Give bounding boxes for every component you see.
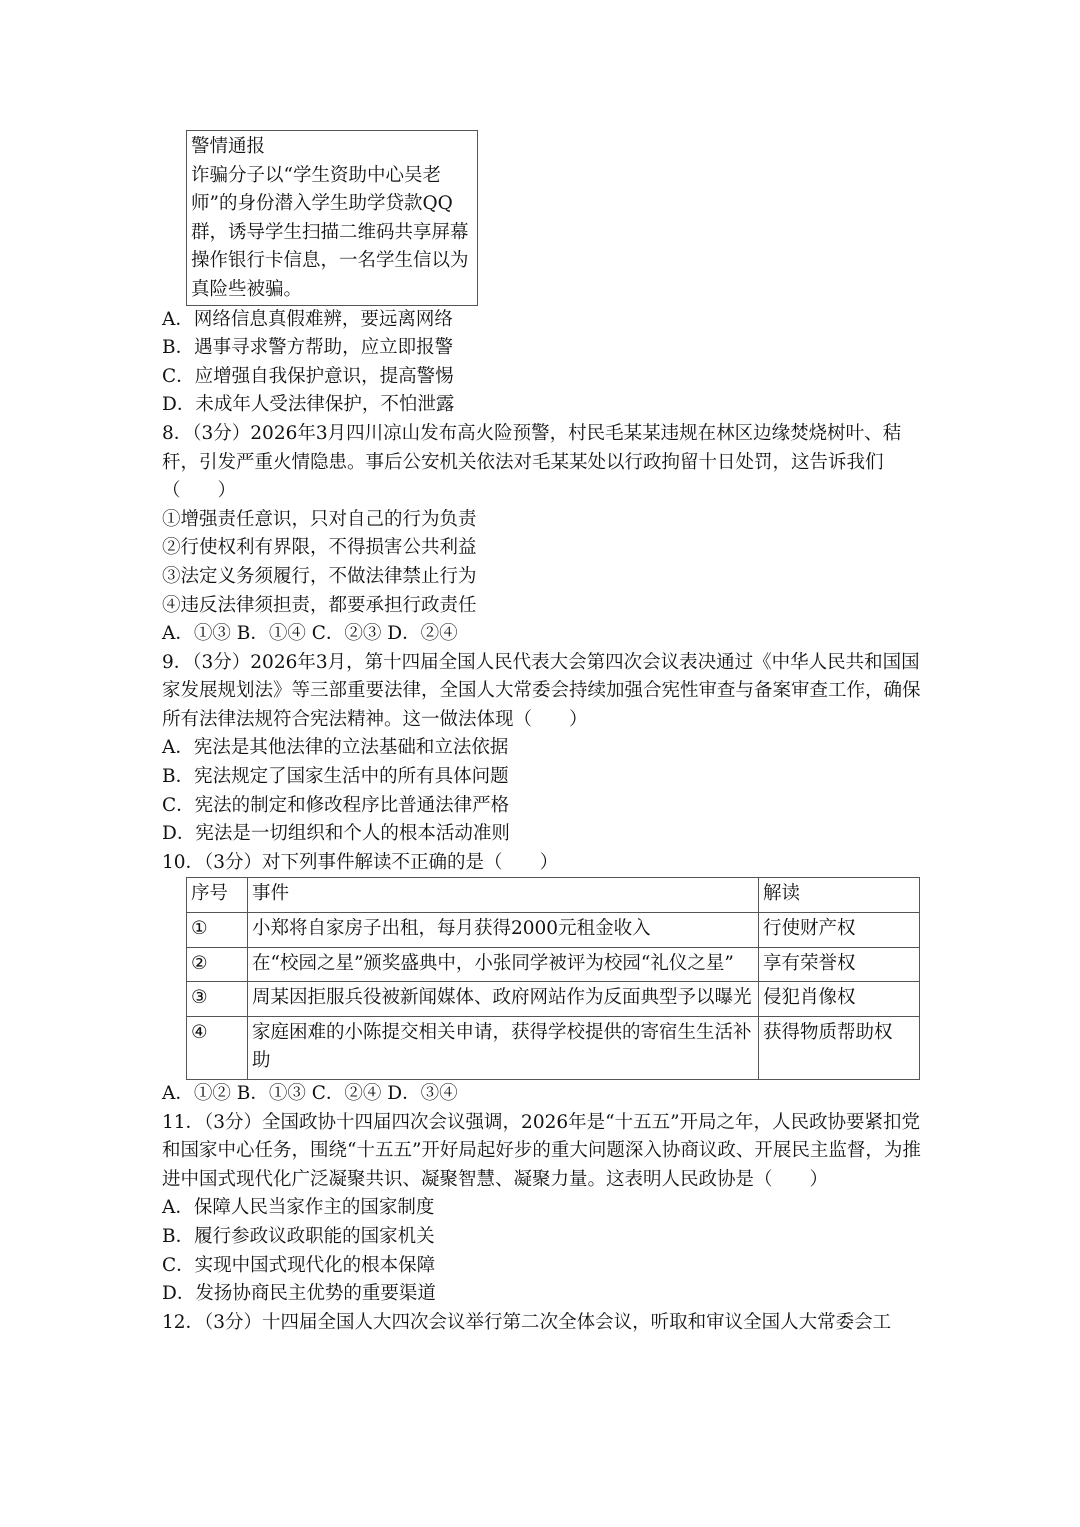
table-row (187, 913, 920, 948)
row-interpretation: 享有荣誉权 (759, 947, 920, 982)
q8-item-3: ③法定义务须履行，不做法律禁止行为 (162, 565, 477, 587)
q9-option-c[interactable]: C．宪法的制定和修改程序比普通法律严格 (162, 794, 510, 816)
row-index: ② (187, 947, 248, 982)
question-12 (162, 1309, 922, 1338)
q7-options (162, 306, 922, 420)
row-index: ④ (187, 1016, 248, 1079)
question-10 (162, 849, 922, 1109)
row-index: ① (187, 913, 248, 948)
header-interpretation: 解读 (759, 878, 920, 913)
row-event: 小郑将自家房子出租，每月获得2000元租金收入 (248, 913, 759, 948)
exam-content (162, 130, 922, 1337)
question-11 (162, 1109, 922, 1309)
question-8 (162, 420, 922, 649)
q9-option-a[interactable]: A．宪法是其他法律的立法基础和立法依据 (162, 737, 509, 759)
table-row (187, 982, 920, 1017)
row-interpretation: 侵犯肖像权 (759, 982, 920, 1017)
q9-stem: 9．（3分）2026年3月，第十四届全国人民代表大会第四次会议表决通过《中华人民共和国国家发展规划法》等三部重要法律，全国人大常委会持续加强合宪性审查与备案审查工作，确保所有法律法规符合宪法精神。这一做法体现（ ） (162, 651, 921, 730)
q8-stem: 8．（3分）2026年3月四川凉山发布高火险预警，村民毛某某违规在林区边缘焚烧树叶、秸秆，引发严重火情隐患。事后公安机关依法对毛某某处以行政拘留十日处罚，这告诉我们（ ） (162, 422, 902, 502)
notice-title: 警情通报 (191, 136, 266, 157)
q12-stem: 12．（3分）十四届全国人大四次会议举行第二次全体会议，听取和审议全国人大常委会工 (162, 1311, 892, 1333)
q8-choices[interactable]: A．①③ B．①④ C．②③ D．②④ (162, 623, 458, 645)
row-interpretation: 行使财产权 (759, 913, 920, 948)
q9-option-b[interactable]: B．宪法规定了国家生活中的所有具体问题 (162, 766, 509, 788)
row-event: 家庭困难的小陈提交相关申请，获得学校提供的寄宿生生活补助 (248, 1016, 759, 1079)
q10-table (186, 877, 920, 1080)
table-row (187, 947, 920, 982)
q7-option-a[interactable]: A．网络信息真假难辨，要远离网络 (162, 308, 453, 330)
row-event: 在“校园之星”颁奖盛典中，小张同学被评为校园“礼仪之星” (248, 947, 759, 982)
table-header-row (187, 878, 920, 913)
row-index: ③ (187, 982, 248, 1017)
table-row (187, 1016, 920, 1079)
q7-option-b[interactable]: B．遇事寻求警方帮助，应立即报警 (162, 337, 454, 359)
q8-item-2: ②行使权利有界限，不得损害公共利益 (162, 537, 477, 559)
q8-item-1: ①增强责任意识，只对自己的行为负责 (162, 508, 477, 530)
row-event: 周某因拒服兵役被新闻媒体、政府网站作为反面典型予以曝光 (248, 982, 759, 1017)
police-notice-box (186, 130, 478, 306)
question-9 (162, 649, 922, 849)
q10-stem: 10．（3分）对下列事件解读不正确的是（ ） (162, 851, 559, 873)
notice-text: 诈骗分子以“学生资助中心吴老师”的身份潜入学生助学贷款QQ群，诱导学生扫描二维码共享屏幕操作银行卡信息，一名学生信以为真险些被骗。 (191, 164, 469, 300)
header-event: 事件 (248, 878, 759, 913)
q11-option-a[interactable]: A．保障人民当家作主的国家制度 (162, 1197, 435, 1219)
q8-item-4: ④违反法律须担责，都要承担行政责任 (162, 594, 477, 616)
q11-stem: 11．（3分）全国政协十四届四次会议强调，2026年是“十五五”开局之年，人民政协要紧扣党和国家中心任务，围绕“十五五”开好局起好步的重大问题深入协商议政、开展民主监督，为推进中国式现代化广泛凝聚共识、凝聚智慧、凝聚力量。这表明人民政协是（ ） (162, 1111, 921, 1190)
q9-option-d[interactable]: D．宪法是一切组织和个人的根本活动准则 (162, 823, 510, 845)
q7-option-d[interactable]: D．未成年人受法律保护，不怕泄露 (162, 394, 455, 416)
q7-option-c[interactable]: C．应增强自我保护意识，提高警惕 (162, 365, 454, 387)
row-interpretation: 获得物质帮助权 (759, 1016, 920, 1079)
q11-option-b[interactable]: B．履行参政议政职能的国家机关 (162, 1225, 435, 1247)
q11-option-d[interactable]: D．发扬协商民主优势的重要渠道 (162, 1283, 436, 1305)
q10-choices[interactable]: A．①② B．①③ C．②④ D．③④ (162, 1083, 458, 1104)
header-index: 序号 (187, 878, 248, 913)
q11-option-c[interactable]: C．实现中国式现代化的根本保障 (162, 1254, 436, 1276)
